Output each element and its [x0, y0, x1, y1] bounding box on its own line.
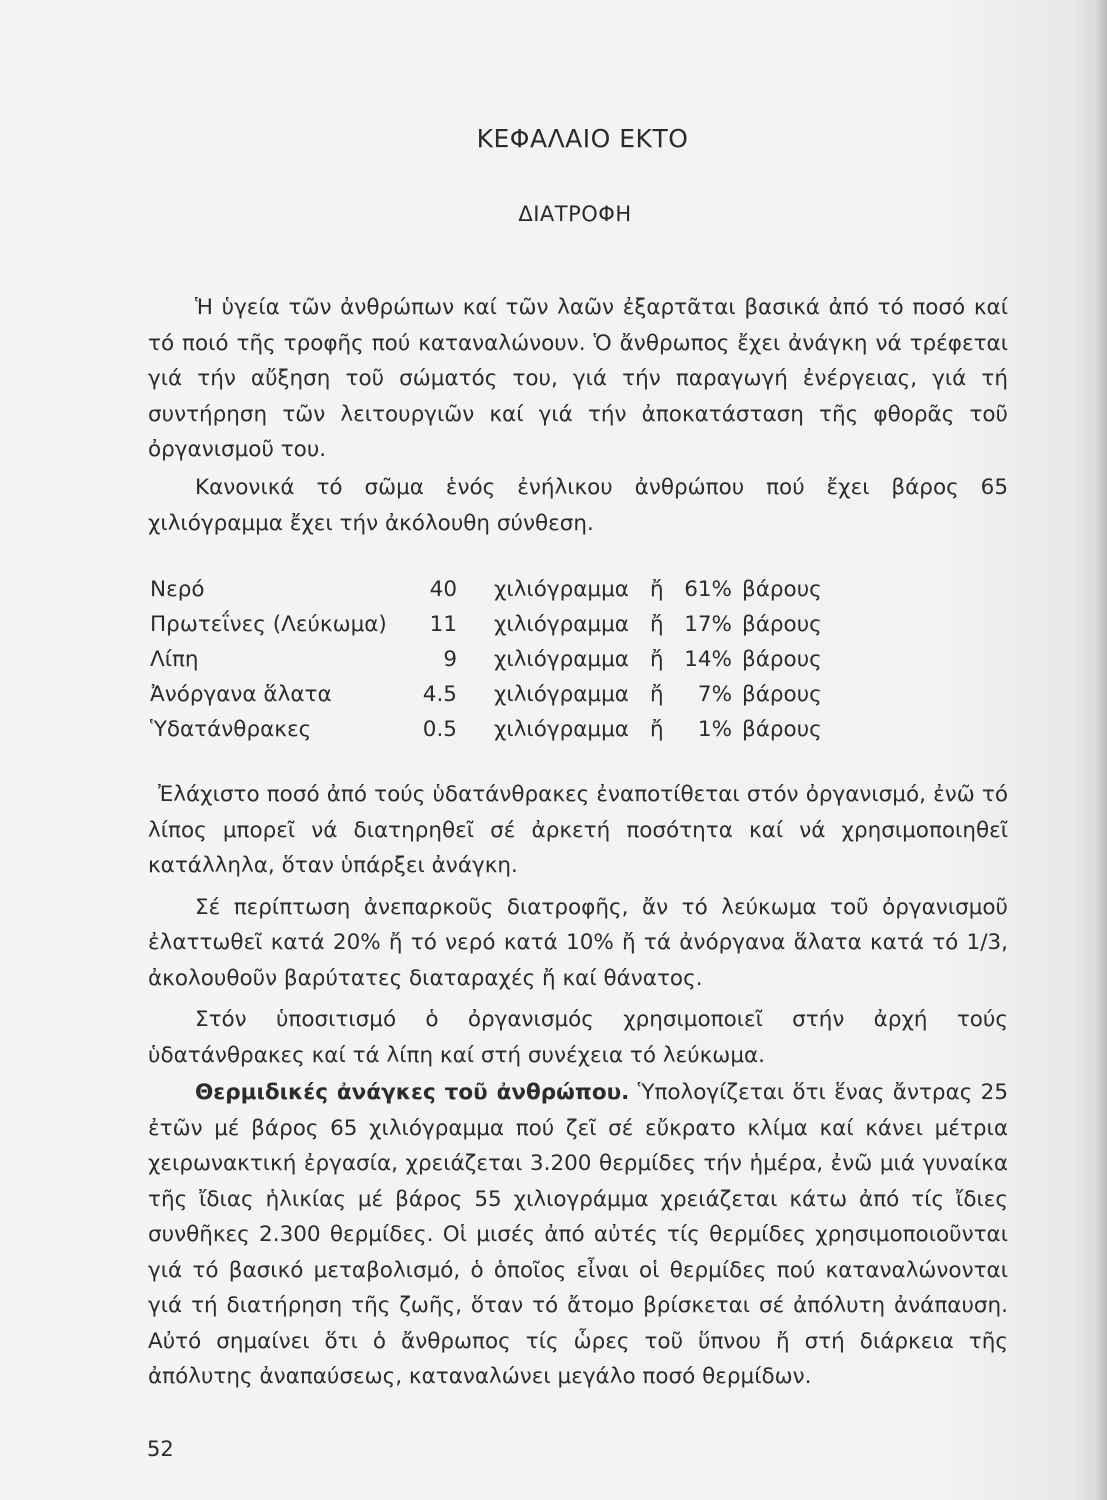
section-title: ΔΙΑΤΡΟΦΗ	[518, 202, 632, 226]
composition-table	[150, 577, 850, 752]
component-weight-label: βάρους	[742, 682, 822, 707]
component-name: Ὑδατάνθρακες	[150, 717, 312, 742]
table-row	[150, 647, 850, 682]
chapter-title: ΚΕΦΑΛΑΙΟ ΕΚΤΟ	[476, 124, 689, 153]
component-amount: 4.5	[422, 682, 457, 707]
component-unit: χιλιόγραμμα	[494, 612, 629, 637]
component-weight-label: βάρους	[742, 647, 822, 672]
table-row	[150, 577, 850, 612]
component-percent: 1%	[697, 717, 732, 742]
component-unit: χιλιόγραμμα	[494, 682, 629, 707]
component-percent: 14%	[684, 647, 732, 672]
intro-paragraph-2	[148, 470, 1008, 541]
component-percent: 61%	[684, 577, 732, 602]
component-or: ἤ	[650, 717, 664, 742]
intro-paragraph-1-text: Ἡ ὑγεία τῶν ἀνθρώπων καί τῶν λαῶν ἐξαρτᾶται βασικά ἀπό τό ποσό καί τό ποιό τῆς τροφῆς πού καταναλώνουν. Ὁ ἄνθρωπος ἔχει ἀνάγκη νά τρέφεται γιά τήν αὔξηση τοῦ σώματός του, γιά τήν παραγωγή ἐνέργειας, γιά τή συντήρηση τῶν λειτουργιῶν καί γιά τήν ἀποκατάσταση τῆς φθορᾶς τοῦ ὀργανισμοῦ του.	[148, 295, 1008, 462]
component-unit: χιλιόγραμμα	[494, 577, 629, 602]
component-name: Νερό	[150, 577, 205, 602]
body-paragraph-4	[148, 1075, 1008, 1395]
calorie-text: Ὑπολογίζεται ὅτι ἕνας ἄντρας 25 ἐτῶν μέ βάρος 65 χιλιόγραμμα πού ζεῖ σέ εὔκρατο κλίμα καί κάνει μέτρια χειρωνακτική ἐργασία, χρειάζεται 3.200 θερμίδες τήν ἡμέρα, ἐνῶ μιά γυναίκα τῆς ἴδιας ἡλικίας μέ βάρος 55 χιλιογράμμα χρειάζεται κάτω ἀπό τίς ἴδιες συνθῆκες 2.300 θερμίδες. Οἱ μισές ἀπό αὐτές τίς θερμίδες χρησιμοποιοῦνται γιά τό βασικό μεταβολισμό, ὁ ὁποῖος εἶναι οἱ θερμίδες πού καταναλώνονται γιά τή διατήρηση τῆς ζωῆς, ὅταν τό ἄτομο βρίσκεται σέ ἀπόλυτη ἀνάπαυση. Αὐτό σημαίνει ὅτι ὁ ἄνθρωπος τίς ὧρες τοῦ ὕπνου ἤ στή διάρκεια τῆς ἀπόλυτης ἀναπαύσεως, καταναλώνει μεγάλο ποσό θερμίδων.	[148, 1080, 1008, 1389]
table-row	[150, 612, 850, 647]
component-percent: 7%	[697, 682, 732, 707]
component-name: Λίπη	[150, 647, 199, 672]
component-percent: 17%	[684, 612, 732, 637]
body-paragraph-1: Ἐλάχιστο ποσό ἀπό τούς ὑδατάνθρακες ἐναποτίθεται στόν ὀργανισμό, ἐνῶ τό λίπος μπορεῖ νά διατηρηθεῖ σέ ἀρκετή ποσότητα καί νά χρησιμοποιηθεῖ κατάλληλα, ὅταν ὑπάρξει ἀνάγκη.	[148, 782, 1008, 878]
intro-paragraph-2-text: Κανονικά τό σῶμα ἑνός ἐνήλικου ἀνθρώπου πού ἔχει βάρος 65 χιλιόγραμμα ἔχει τήν ἀκόλουθη σύνθεση.	[148, 475, 1008, 536]
component-or: ἤ	[650, 612, 664, 637]
component-name: Ἀνόργανα ἅλατα	[150, 682, 332, 707]
component-amount: 11	[429, 612, 457, 637]
component-unit: χιλιόγραμμα	[494, 647, 629, 672]
component-name: Πρωτεΐνες (Λεύκωμα)	[150, 612, 387, 637]
component-unit: χιλιόγραμμα	[494, 717, 629, 742]
body-paragraph-2: Σέ περίπτωση ἀνεπαρκοῦς διατροφῆς, ἄν τό λεύκωμα τοῦ ὀργανισμοῦ ἐλαττωθεῖ κατά 20% ἤ τό νερό κατά 10% ἤ τά ἀνόργανα ἅλατα κατά τό 1/3, ἀκολουθοῦν βαρύτατες διαταραχές ἤ καί θάνατος.	[148, 894, 1008, 991]
component-or: ἤ	[650, 577, 664, 602]
body-text	[148, 777, 1008, 1395]
component-or: ἤ	[650, 682, 664, 707]
component-or: ἤ	[650, 647, 664, 672]
page-number: 52	[147, 1437, 174, 1461]
component-amount: 0.5	[422, 717, 457, 742]
component-weight-label: βάρους	[742, 577, 822, 602]
calorie-heading: Θερμιδικές ἀνάγκες τοῦ ἀνθρώπου.	[195, 1080, 630, 1105]
table-row	[150, 717, 850, 752]
intro-paragraph-1	[148, 290, 1008, 468]
body-paragraph-3: Στόν ὑποσιτισμό ὁ ὀργανισμός χρησιμοποιεῖ στήν ἀρχή τούς ὑδατάνθρακες καί τά λίπη καί στή συνέχεια τό λεύκωμα.	[148, 1007, 1008, 1068]
component-weight-label: βάρους	[742, 612, 822, 637]
component-amount: 9	[443, 647, 457, 672]
component-weight-label: βάρους	[742, 717, 822, 742]
table-row	[150, 682, 850, 717]
component-amount: 40	[429, 577, 457, 602]
